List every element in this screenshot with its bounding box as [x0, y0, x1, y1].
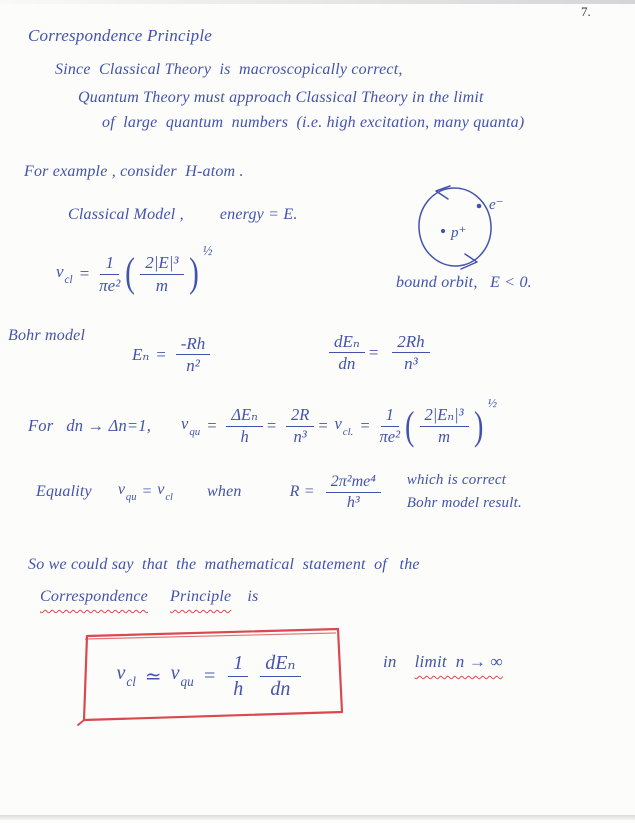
- intro-line-1: Since Classical Theory is macroscopically correct,: [55, 61, 403, 78]
- paren-group-energy: [123, 243, 213, 297]
- right-paren: ): [473, 402, 484, 448]
- classical-model-label: Classical Model ,: [68, 206, 184, 223]
- equals-sign: =: [78, 264, 91, 283]
- exponent-half: ½: [202, 243, 213, 259]
- conclusion-line-1: So we could say that the mathematical statement of the: [28, 556, 420, 573]
- boxed-formula-content: [74, 630, 352, 722]
- limit-annotation: [383, 652, 503, 672]
- en-symbol: Eₙ: [132, 344, 150, 364]
- frac-one-over-pie2: $\frac{1}{\text{πe²}}$: [379, 405, 401, 446]
- nu-cl-symbol: $\nu_{cl}$: [116, 662, 136, 689]
- principle-word: Principle: [169, 588, 232, 605]
- bohr-model-label: Bohr model: [8, 327, 86, 344]
- en-formula: [132, 334, 213, 375]
- equality-notes: [407, 469, 522, 516]
- orbit-arrow-bottom-icon: [461, 254, 477, 269]
- boxed-correspondence-formula: [74, 624, 352, 728]
- equals-sign: =: [265, 416, 277, 435]
- limit-phrase: limit n → ∞: [414, 652, 503, 671]
- frac-rydberg: $\frac{\text{2π²me⁴}}{\text{h³}}$: [326, 473, 381, 512]
- electron-label: e⁻: [489, 197, 504, 213]
- intro-line-2: Quantum Theory must approach Classical Theory in the limit: [78, 89, 484, 106]
- nu-cl-symbol: $\nu_{cl}$: [56, 262, 73, 286]
- page-number: 7.: [581, 4, 591, 19]
- frac-den-over-dn: $\frac{\text{dEₙ}}{dn}$: [329, 332, 365, 373]
- right-paren: ): [188, 250, 199, 297]
- frac-2rh-over-n3: $\frac{2Rh}{\text{n³}}$: [392, 332, 429, 373]
- in-word: in: [383, 652, 397, 671]
- frac-2en3-over-m: $\frac{\text{2|Eₙ|³}}{m}$: [420, 406, 469, 446]
- nu-qu-symbol: $\nu_{qu}$: [181, 414, 201, 438]
- paren-group-en: [403, 396, 498, 448]
- equals-sign: =: [202, 664, 217, 687]
- nu-cl-symbol: $\nu_{cl.}$: [334, 414, 354, 438]
- energy-label: energy = E.: [219, 206, 298, 223]
- frac-2r-over-n3: $\frac{2R}{\text{n³}}$: [286, 406, 314, 446]
- intro-line-3: of large quantum numbers (i.e. high excitation, many quanta): [102, 114, 525, 131]
- scan-edge-bottom: [0, 815, 635, 820]
- equals-sign: =: [367, 342, 380, 362]
- approx-sign: ≃: [144, 665, 162, 688]
- page-title: Correspondence Principle: [28, 26, 213, 45]
- equality-line: [36, 462, 522, 522]
- frac-den-over-dn: $\frac{\text{dEₙ}}{dn}$: [260, 652, 300, 700]
- left-paren: (: [125, 250, 136, 297]
- h-atom-orbit-diagram: [398, 182, 538, 277]
- orbit-caption: bound orbit, E < 0.: [396, 274, 532, 291]
- den-dn-formula: [326, 332, 433, 373]
- note-line-2: Bohr model result.: [406, 495, 522, 511]
- delta-n-chain-formula: [28, 392, 501, 460]
- frac-minus-rh-over-n2: $\frac{-Rh}{\text{n²}}$: [176, 334, 211, 375]
- equals-sign: =: [141, 483, 153, 500]
- note-line-1: which is correct: [406, 471, 507, 488]
- frac-one-over-pie2: $\frac{1}{\text{πe²}}$: [99, 253, 121, 295]
- frac-2E3-over-m: $\frac{\text{2|E|³}}{m}$: [140, 253, 183, 294]
- electron-dot: [477, 204, 482, 209]
- equals-sign: =: [206, 416, 218, 435]
- left-paren: (: [405, 402, 415, 448]
- classical-model-line: [68, 206, 298, 224]
- r-equals: R =: [289, 483, 315, 500]
- is-word: is: [247, 588, 259, 605]
- equals-sign: =: [317, 416, 329, 435]
- frac-delta-en-over-h: $\frac{\text{ΔEₙ}}{h}$: [226, 406, 262, 446]
- nu-cl-symbol: $\nu_{cl}$: [157, 481, 173, 503]
- exponent-half: ½: [487, 396, 498, 411]
- nu-qu-symbol: $\nu_{qu}$: [170, 662, 194, 689]
- nu-qu-symbol: $\nu_{qu}$: [117, 481, 137, 503]
- scan-edge-top: [0, 0, 635, 4]
- correspondence-word: Correspondence: [40, 588, 148, 605]
- nu-cl-formula: [56, 244, 216, 304]
- when-word: when: [207, 483, 242, 500]
- for-dn-prefix: For dn → Δn=1,: [28, 416, 152, 435]
- proton-dot: [441, 229, 445, 233]
- conclusion-line-2: [40, 588, 258, 606]
- equality-word: Equality: [36, 483, 92, 500]
- equals-sign: =: [155, 344, 167, 364]
- proton-label: p⁺: [451, 225, 467, 241]
- equals-sign: =: [359, 416, 371, 435]
- frac-one-over-h: $\frac{1}{h}$: [228, 652, 248, 700]
- example-intro-line: For example , consider H-atom .: [24, 163, 244, 180]
